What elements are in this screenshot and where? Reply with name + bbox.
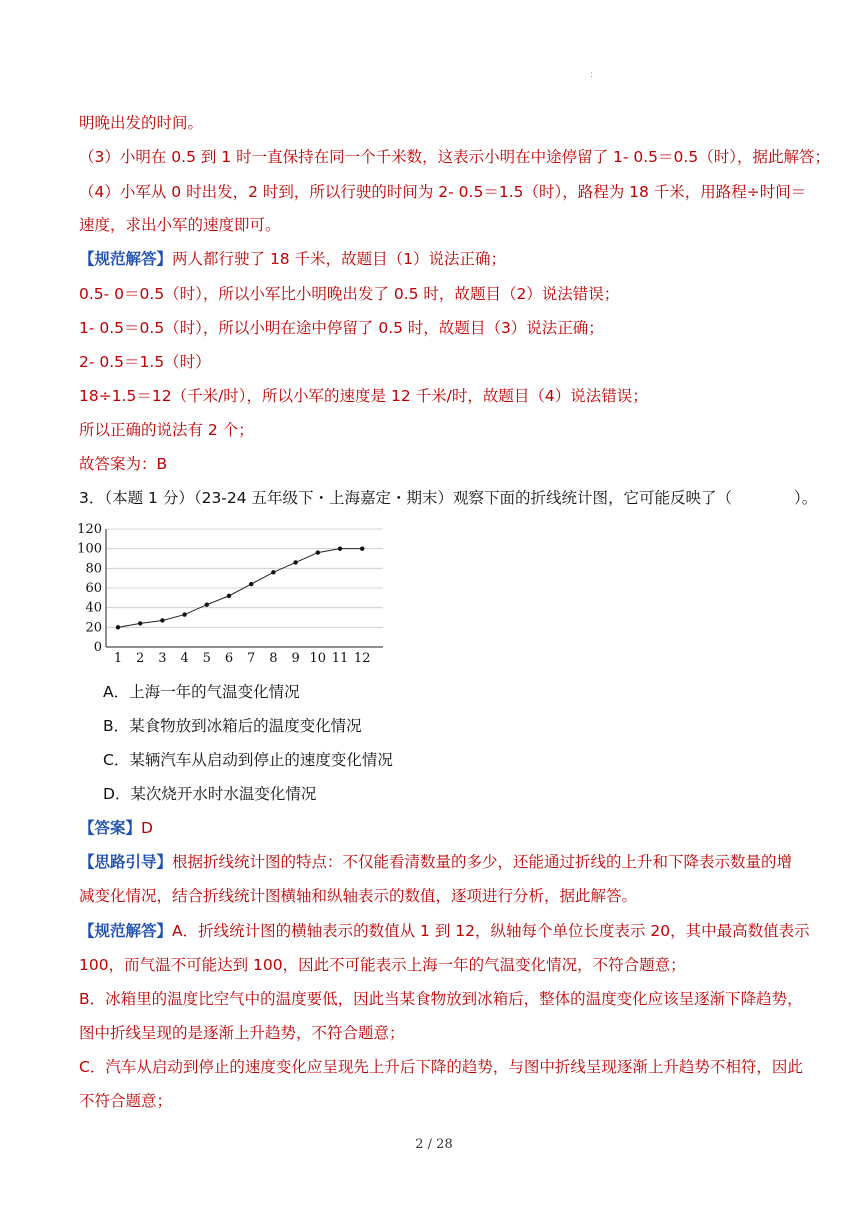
answer-line: 故答案为：B (79, 455, 168, 473)
hint-tag: 【思路引导】 (79, 853, 173, 871)
solution-b-cont: 图中折线呈现的是逐渐上升趋势，不符合题意； (79, 1024, 405, 1042)
y-tick-label: 20 (85, 620, 102, 636)
data-point (160, 618, 164, 622)
hint-row (79, 851, 792, 873)
solution-row (79, 920, 810, 942)
solution-a-cont: 100，而气温不可能达到 100，因此不可能表示上海一年的气温变化情况，不符合题意； (79, 956, 686, 974)
x-tick-label: 2 (136, 651, 145, 666)
text-line: （3）小明在 0.5 到 1 时一直保持在同一个千米数，这表示小明在中途停留了 1- 0.5＝0.5（时），据此解答； (79, 148, 830, 166)
y-tick-label: 0 (93, 640, 102, 655)
solution-line (79, 248, 506, 270)
x-tick-label: 5 (202, 651, 211, 666)
text-line: 2- 0.5＝1.5（时） (79, 353, 211, 371)
y-tick-label: 100 (77, 541, 102, 557)
x-tick-label: 8 (269, 651, 278, 666)
y-tick-label: 80 (85, 561, 102, 577)
text-line: 速度，求出小军的速度即可。 (79, 216, 281, 234)
solution-text: 两人都行驶了 18 千米，故题目（1）说法正确； (172, 250, 506, 268)
line-chart (76, 518, 396, 668)
x-tick-label: 1 (113, 651, 123, 666)
data-point (227, 594, 231, 598)
answer-tag: 【答案】 (79, 819, 142, 837)
x-tick-label: 11 (331, 651, 349, 666)
x-tick-label: 12 (353, 651, 371, 666)
data-point (116, 625, 120, 629)
text-line: 18÷1.5＝12（千米/时），所以小军的速度是 12 千米/时，故题目（4）说法错误； (79, 387, 648, 405)
data-point (338, 546, 342, 550)
answer-text: D (141, 819, 153, 837)
x-tick-label: 9 (291, 651, 300, 666)
option-c: C．某辆汽车从启动到停止的速度变化情况 (103, 751, 393, 769)
question-3: 3．（本题 1 分）（23-24 五年级下・上海嘉定・期末）观察下面的折线统计图，它可能反映了（ ）。 (79, 489, 818, 507)
solution-c-text: C．汽车从启动到停止的速度变化应呈现先上升后下降的趋势，与图中折线呈现逐渐上升趋势不相符，因此 (79, 1058, 803, 1076)
text-line: （4）小军从 0 时出发，2 时到，所以行驶的时间为 2- 0.5＝1.5（时），路程为 18 千米，用路程÷时间＝ (79, 183, 807, 201)
data-point (205, 603, 209, 607)
data-point (293, 560, 297, 564)
text-line: 0.5- 0＝0.5（时），所以小军比小明晚出发了 0.5 时，故题目（2）说法错误； (79, 285, 620, 303)
hint-text: 根据折线统计图的特点：不仅能看清数量的多少，还能通过折线的上升和下降表示数量的增 (172, 853, 793, 871)
text-line: 明晚出发的时间。 (79, 114, 204, 132)
solution-tag: 【规范解答】 (79, 922, 173, 940)
text-line: 1- 0.5＝0.5（时），所以小明在途中停留了 0.5 时，故题目（3）说法正确； (79, 319, 604, 337)
x-tick-label: 10 (309, 651, 327, 666)
option-a: A．上海一年的气温变化情况 (103, 683, 300, 701)
x-tick-label: 3 (158, 651, 167, 666)
data-point (249, 582, 253, 586)
y-tick-label: 40 (85, 600, 102, 616)
y-tick-label: 120 (77, 522, 102, 537)
data-point (138, 621, 142, 625)
solution-tag: 【规范解答】 (79, 250, 173, 268)
option-d: D．某次烧开水时水温变化情况 (103, 785, 317, 803)
hint-text-cont: 减变化情况，结合折线统计图横轴和纵轴表示的数值，逐项进行分析，据此解答。 (79, 887, 638, 905)
solution-a-text: A．折线统计图的横轴表示的数值从 1 到 12，纵轴每个单位长度表示 20，其中最高数值表示 (172, 922, 810, 940)
x-tick-label: 4 (180, 651, 189, 666)
data-point (360, 546, 364, 550)
answer-row (79, 817, 153, 839)
data-point (271, 570, 275, 574)
option-b: B．某食物放到冰箱后的温度变化情况 (103, 717, 362, 735)
x-tick-label: 6 (224, 651, 234, 666)
header-mark: : (590, 70, 594, 80)
text-line: 所以正确的说法有 2 个； (79, 421, 254, 439)
data-point (316, 550, 320, 554)
solution-b-text: B．冰箱里的温度比空气中的温度要低，因此当某食物放到冰箱后，整体的温度变化应该呈逐渐下降趋势， (79, 990, 803, 1008)
data-point (182, 612, 186, 616)
page-number: 2 / 28 (415, 1137, 453, 1152)
y-tick-label: 60 (85, 581, 102, 596)
solution-c-cont: 不符合题意； (79, 1092, 173, 1110)
x-tick-label: 7 (247, 651, 256, 666)
